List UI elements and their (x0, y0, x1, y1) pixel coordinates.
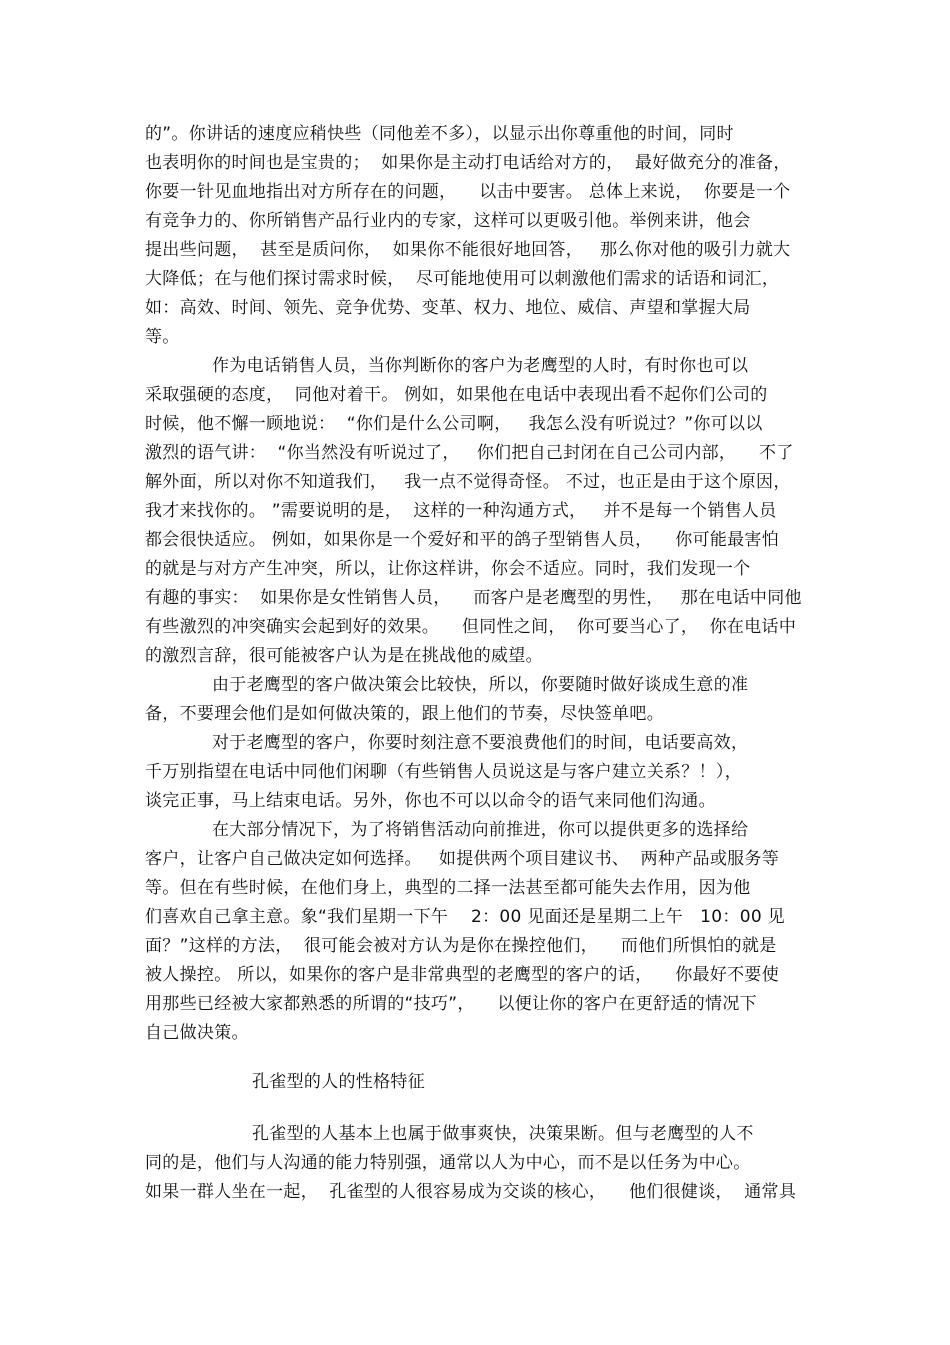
paragraph-2-line-11: 的激烈言辞，很可能被客户认为是在挑战他的威望。 (145, 646, 543, 666)
paragraph-4-line-1: 对于老鹰型的客户，你要时刻注意不要浪费他们的时间，电话要高效， (212, 733, 749, 753)
paragraph-5-line-6: 被人操控。 所以，如果你的客户是非常典型的老鹰型的客户的话， 你最好不要使 (145, 965, 780, 985)
paragraph-4-line-3: 谈完正事，马上结束电话。另外，你也不可以以命令的语气来同他们沟通。 (145, 791, 716, 811)
paragraph-5-line-8: 自己做决策。 (145, 1023, 249, 1043)
paragraph-2-line-7: 都会很快适应。 例如，如果你是一个爱好和平的鸽子型销售人员， 你可能最害怕 (145, 530, 780, 550)
paragraph-2-line-4: 激烈的语气讲： “你当然没有听说过了， 你们把自己封闭在自己公司内部， 不了 (145, 443, 794, 463)
paragraph-2-line-1: 作为电话销售人员，当你判断你的客户为老鹰型的人时，有时你也可以 (212, 356, 749, 376)
paragraph-5-line-3: 等。但在有些时候，在他们身上，典型的二择一法甚至都可能失去作用，因为他 (145, 878, 751, 898)
section-heading: 孔雀型的人的性格特征 (252, 1072, 425, 1092)
paragraph-3-line-2: 备，不要理会他们是如何做决策的，跟上他们的节奏，尽快签单吧。 (145, 704, 664, 724)
paragraph-4-line-2: 千万别指望在电话中同他们闲聊（有些销售人员说这是与客户建立关系？！）， (145, 762, 742, 782)
paragraph-2-line-9: 有趣的事实： 如果你是女性销售人员， 而客户是老鹰型的男性， 那在电话中同他 (145, 588, 802, 608)
paragraph-2-line-2: 采取强硬的态度， 同他对着干。 例如，如果他在电话中表现出看不起你们公司的 (145, 385, 768, 405)
paragraph-1-line-4: 有竞争力的、你所销售产品行业内的专家，这样可以更吸引他。举例来讲，他会 (145, 211, 751, 231)
paragraph-5-line-1: 在大部分情况下，为了将销售活动向前推进，你可以提供更多的选择给 (212, 820, 749, 840)
paragraph-1-line-8: 等。 (145, 327, 180, 347)
paragraph-5-line-4: 们喜欢自己拿主意。象“我们星期一下午 2：00 见面还是星期二上午 10：00 见 (145, 907, 785, 927)
paragraph-5-line-5: 面？”这样的方法， 很可能会被对方认为是你在操控他们， 而他们所惧怕的就是 (145, 936, 777, 956)
paragraph-2-line-8: 的就是与对方产生冲突，所以，让你这样讲，你会不适应。同时，我们发现一个 (145, 559, 751, 579)
paragraph-1-line-2: 也表明你的时间也是宝贵的； 如果你是主动打电话给对方的， 最好做充分的准备， (145, 153, 791, 173)
paragraph-2-line-10: 有些激烈的冲突确实会起到好的效果。 但同性之间， 你可要当心了， 你在电话中 (145, 617, 797, 637)
paragraph-6-line-3: 如果一群人坐在一起， 孔雀型的人很容易成为交谈的核心， 他们很健谈， 通常具 (145, 1182, 797, 1202)
paragraph-1-line-3: 你要一针见血地指出对方所存在的问题， 以击中要害。 总体上来说， 你要是一个 (145, 182, 791, 202)
paragraph-2-line-5: 解外面，所以对你不知道我们， 我一点不觉得奇怪。 不过，也正是由于这个原因， (145, 472, 791, 492)
paragraph-3-line-1: 由于老鹰型的客户做决策会比较快，所以，你要随时做好谈成生意的准 (212, 675, 749, 695)
paragraph-2-line-6: 我才来找你的。 ”需要说明的是， 这样的一种沟通方式， 并不是每一个销售人员 (145, 501, 777, 521)
paragraph-5-line-2: 客户，让客户自己做决定如何选择。 如提供两个项目建议书、 两种产品或服务等 (145, 849, 780, 869)
paragraph-2-line-3: 时候，他不懈一顾地说： “你们是什么公司啊， 我怎么没有听说过？”你可以以 (145, 414, 763, 434)
paragraph-1-line-6: 大降低；在与他们探讨需求时候， 尽可能地使用可以刺激他们需求的话语和词汇， (145, 269, 780, 289)
paragraph-1-line-7: 如：高效、时间、领先、竞争优势、变革、权力、地位、威信、声望和掌握大局 (145, 298, 751, 318)
paragraph-1-line-1: 的”。你讲话的速度应稍快些（同他差不多），以显示出你尊重他的时间，同时 (145, 124, 734, 144)
paragraph-6-line-1: 孔雀型的人基本上也属于做事爽快，决策果断。但与老鹰型的人不 (252, 1124, 754, 1144)
paragraph-1-line-5: 提出些问题， 甚至是质问你， 如果你不能很好地回答， 那么你对他的吸引力就大 (145, 240, 791, 260)
paragraph-5-line-7: 用那些已经被大家都熟悉的所谓的“技巧”， 以便让你的客户在更舒适的情况下 (145, 994, 757, 1014)
paragraph-6-line-2: 同的是，他们与人沟通的能力特别强，通常以人为中心，而不是以任务为中心。 (145, 1153, 751, 1173)
